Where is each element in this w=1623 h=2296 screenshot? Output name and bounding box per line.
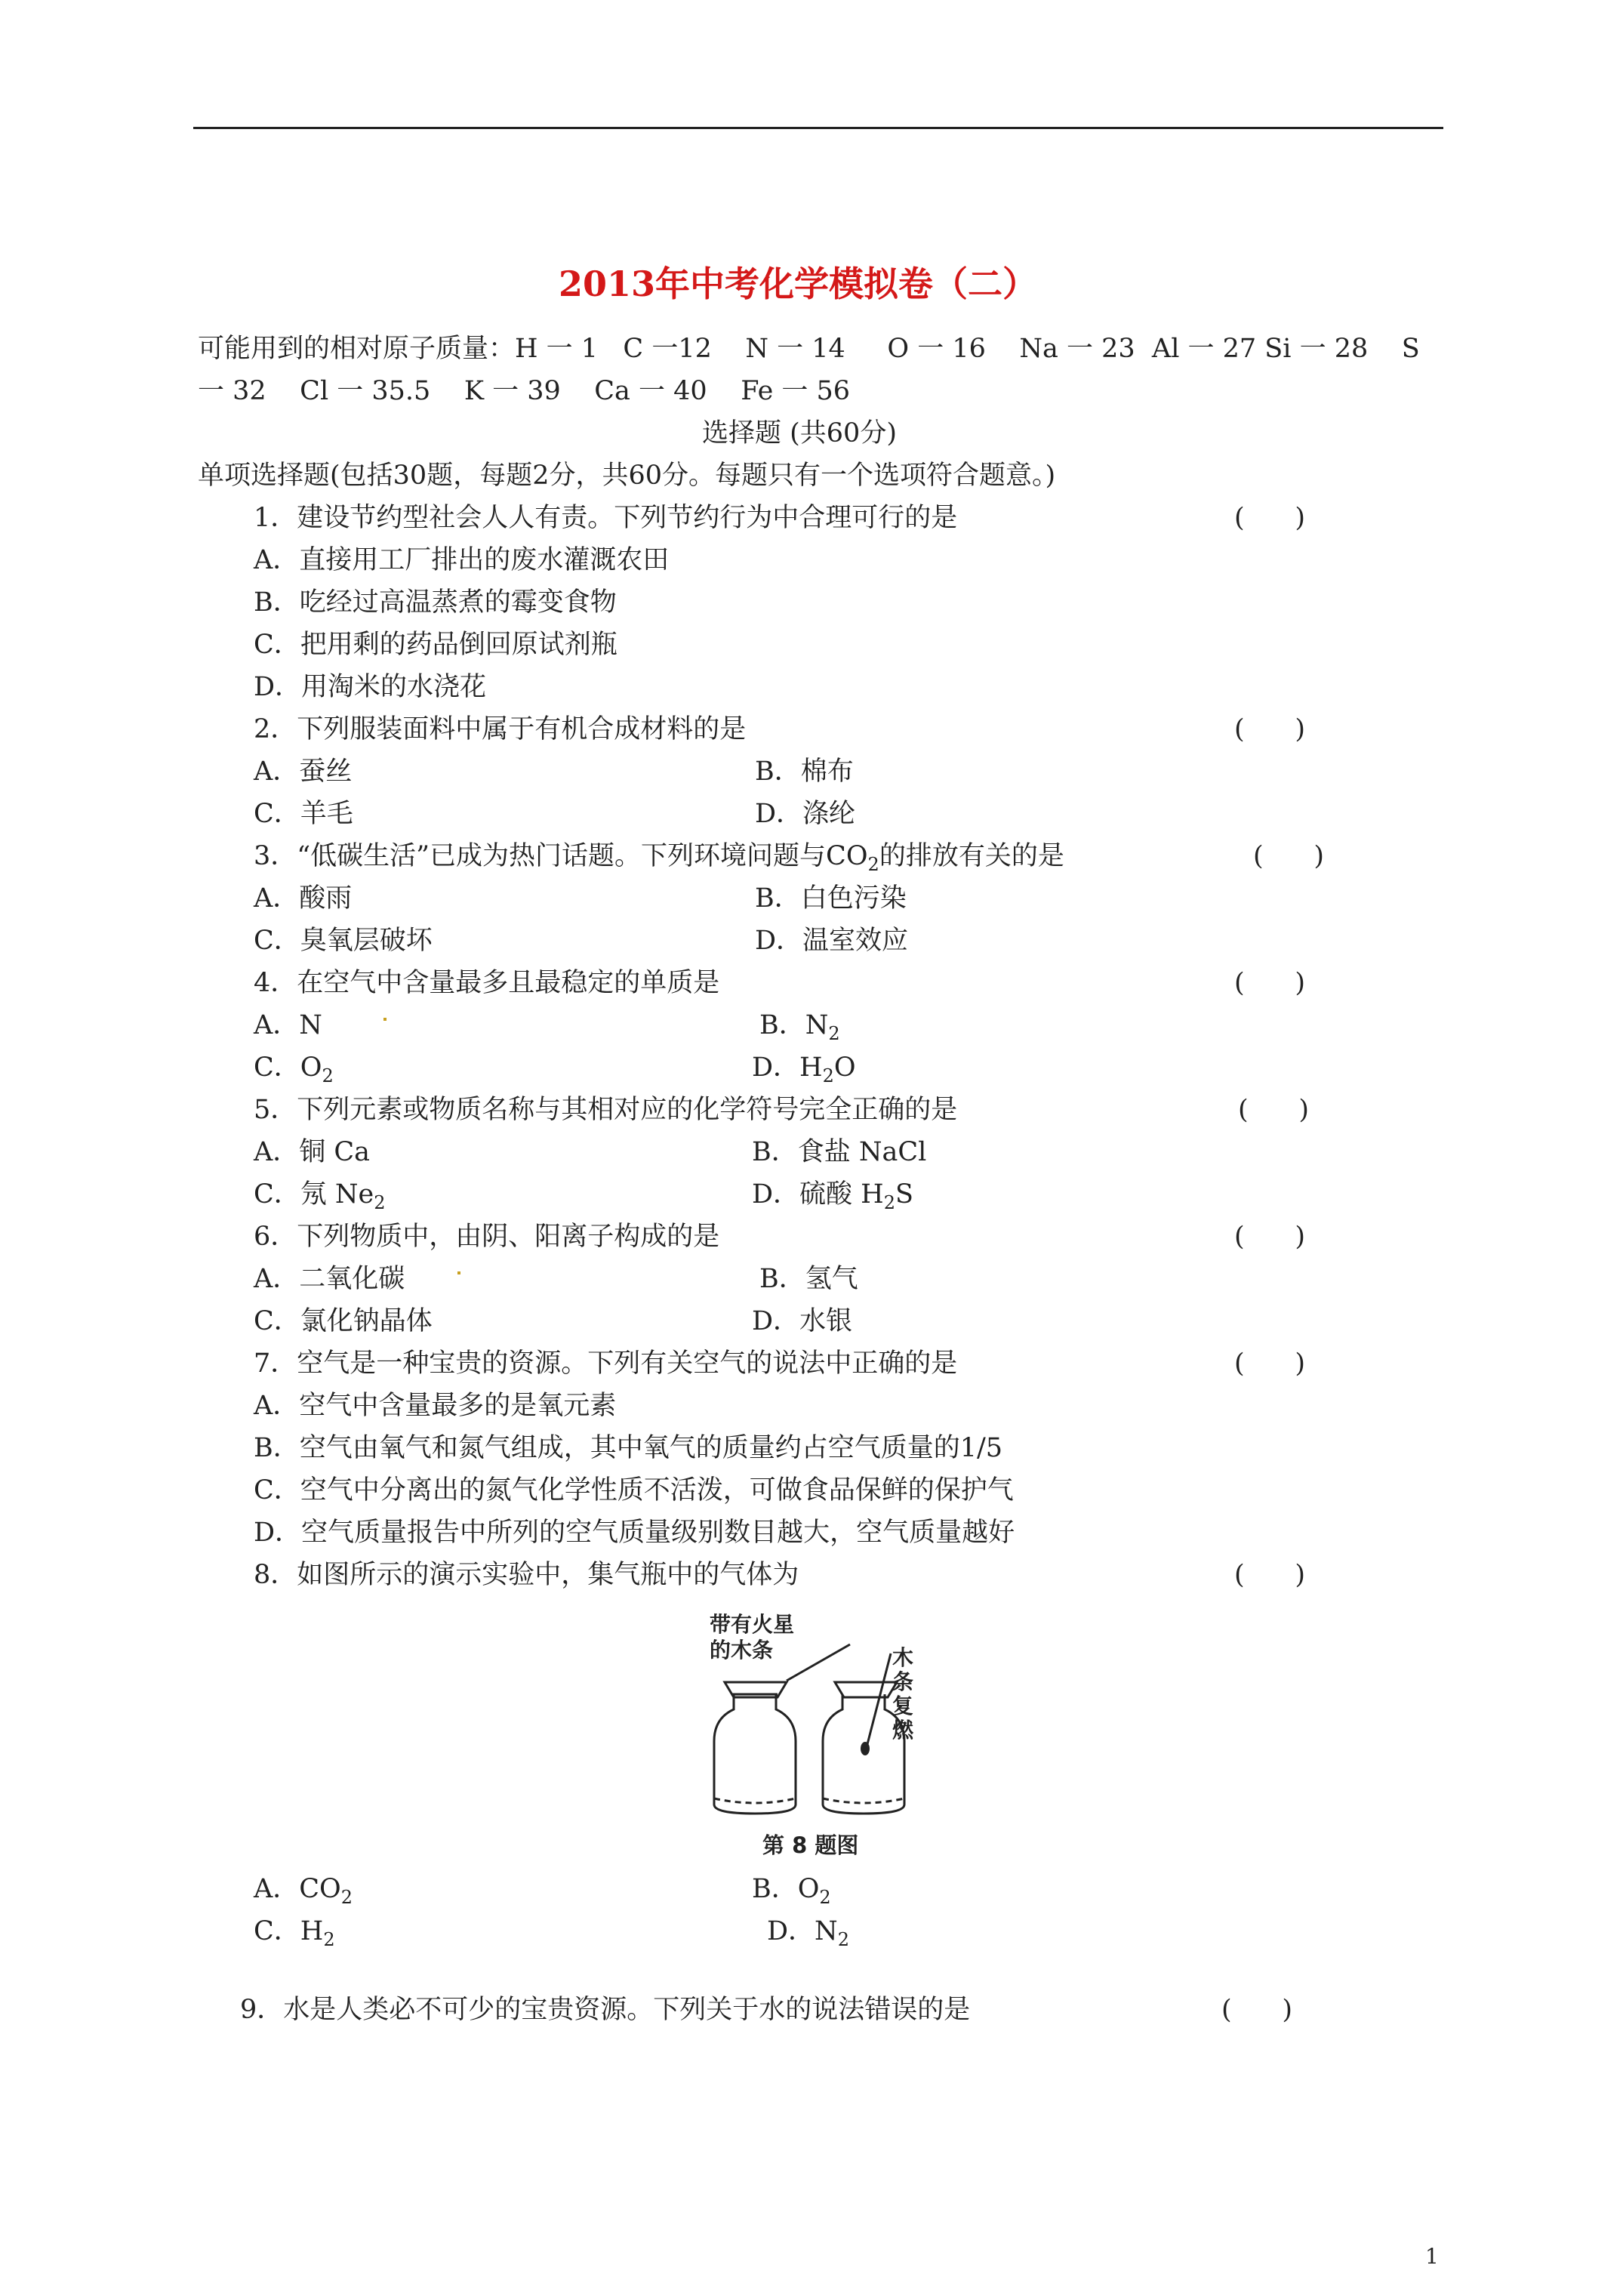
q8-option-b: B．$O_2$ [752,1874,831,1908]
q5-option-c: C．氖 $Ne_2$ [254,1179,386,1213]
q3-option-b: B．白色污染 [755,883,907,914]
page-number: 1 [1425,2244,1439,2269]
q8-figure [702,1608,929,1858]
q8-option-d: D．$N_2$ [767,1916,849,1950]
q7-option-a: A．空气中含量最多的是氧元素 [254,1391,617,1421]
answer-bracket: ( ) [1234,714,1306,744]
gas-jar-illustration [702,1608,929,1827]
q5-option-d: D．硫酸 $H_2S$ [752,1179,913,1213]
q6-option-d: D．水银 [752,1306,853,1336]
q5-option-b: B．食盐 NaCl [752,1137,927,1167]
question-8-stem: 8．如图所示的演示实验中，集气瓶中的气体为 [254,1560,799,1590]
q5-option-a: A．铜 Ca [254,1137,371,1167]
answer-bracket: ( ) [1221,1995,1293,2025]
question-6-stem: 6．下列物质中，由阴、阳离子构成的是 [254,1222,720,1252]
answer-bracket: ( ) [1234,1222,1306,1252]
q4-option-d: D．$H_2O$ [752,1052,856,1086]
section-title: 选择题 (共60分) [702,418,897,448]
q7-option-b: B．空气由氧气和氮气组成，其中氧气的质量约占空气质量的1/5 [254,1433,1003,1463]
q4-option-b: B．$N_2$ [759,1010,840,1044]
question-2-stem: 2．下列服装面料中属于有机合成材料的是 [254,714,747,744]
q3-option-c: C．臭氧层破坏 [254,926,433,956]
q2-option-a: A．蚕丝 [254,757,353,787]
q3-option-a: A．酸雨 [254,883,353,914]
q2-option-b: B．棉布 [755,757,854,787]
header-rule [193,127,1443,129]
question-9-stem: 9．水是人类必不可少的宝贵资源。下列关于水的说法错误的是 [240,1995,971,2025]
question-7-stem: 7．空气是一种宝贵的资源。下列有关空气的说法中正确的是 [254,1348,958,1379]
q4-option-c: C．$O_2$ [254,1052,334,1086]
q1-option-c: C．把用剩的药品倒回原试剂瓶 [254,630,617,660]
figure-label-left-2: 的木条 [710,1638,774,1663]
q2-option-c: C．羊毛 [254,799,353,829]
question-5-stem: 5．下列元素或物质名称与其相对应的化学符号完全正确的是 [254,1095,958,1125]
figure-label-right-2: 条 [892,1669,914,1694]
atomic-mass-line-1: 可能用到的相对原子质量：H 一 1 C 一12 N 一 14 O 一 16 Na 一 23 Al 一 27 Si 一 28 S [198,334,1420,364]
answer-bracket: ( ) [1234,968,1306,998]
instructions: 单项选择题(包括30题，每题2分，共60分。每题只有一个选项符合题意。) [198,461,1056,491]
q1-option-b: B．吃经过高温蒸煮的霉变食物 [254,587,617,618]
figure-label-right-4: 燃 [892,1718,914,1743]
atomic-mass-line-2: 一 32 Cl 一 35.5 K 一 39 Ca 一 40 Fe 一 56 [198,376,851,406]
figure-label-right-3: 复 [892,1693,914,1718]
q1-option-a: A．直接用工厂排出的废水灌溉农田 [254,545,670,575]
stray-mark [383,1018,387,1021]
q1-option-d: D．用淘米的水浇花 [254,672,487,702]
q2-option-d: D．涤纶 [755,799,856,829]
question-3-stem: 3．“低碳生活”已成为热门话题。下列环境问题与$CO_2$的排放有关的是 [254,841,1064,875]
q6-option-a: A．二氧化碳 [254,1264,405,1294]
q8-option-a: A．$CO_2$ [254,1874,353,1908]
q6-option-c: C．氯化钠晶体 [254,1306,433,1336]
figure-label-right-1: 木 [892,1645,914,1670]
answer-bracket: ( ) [1234,1560,1306,1590]
q8-option-c: C．$H_2$ [254,1916,335,1950]
figure-label-left-1: 带有火星 [710,1612,795,1637]
page-title: 2013年中考化学模拟卷（二） [559,264,1038,304]
question-4-stem: 4．在空气中含量最多且最稳定的单质是 [254,968,720,998]
answer-bracket: ( ) [1234,1348,1306,1379]
answer-bracket: ( ) [1234,503,1306,533]
figure-caption: 第 8 题图 [762,1832,859,1858]
q6-option-b: B．氢气 [759,1264,858,1294]
answer-bracket: ( ) [1238,1095,1310,1125]
answer-bracket: ( ) [1253,841,1325,871]
q7-option-c: C．空气中分离出的氮气化学性质不活泼，可做食品保鲜的保护气 [254,1475,1014,1505]
q4-option-a: A．N [254,1010,322,1040]
stray-mark [457,1271,460,1274]
q3-option-d: D．温室效应 [755,926,909,956]
q7-option-d: D．空气质量报告中所列的空气质量级别数目越大，空气质量越好 [254,1518,1015,1548]
question-1-stem: 1．建设节约型社会人人有责。下列节约行为中合理可行的是 [254,503,958,533]
